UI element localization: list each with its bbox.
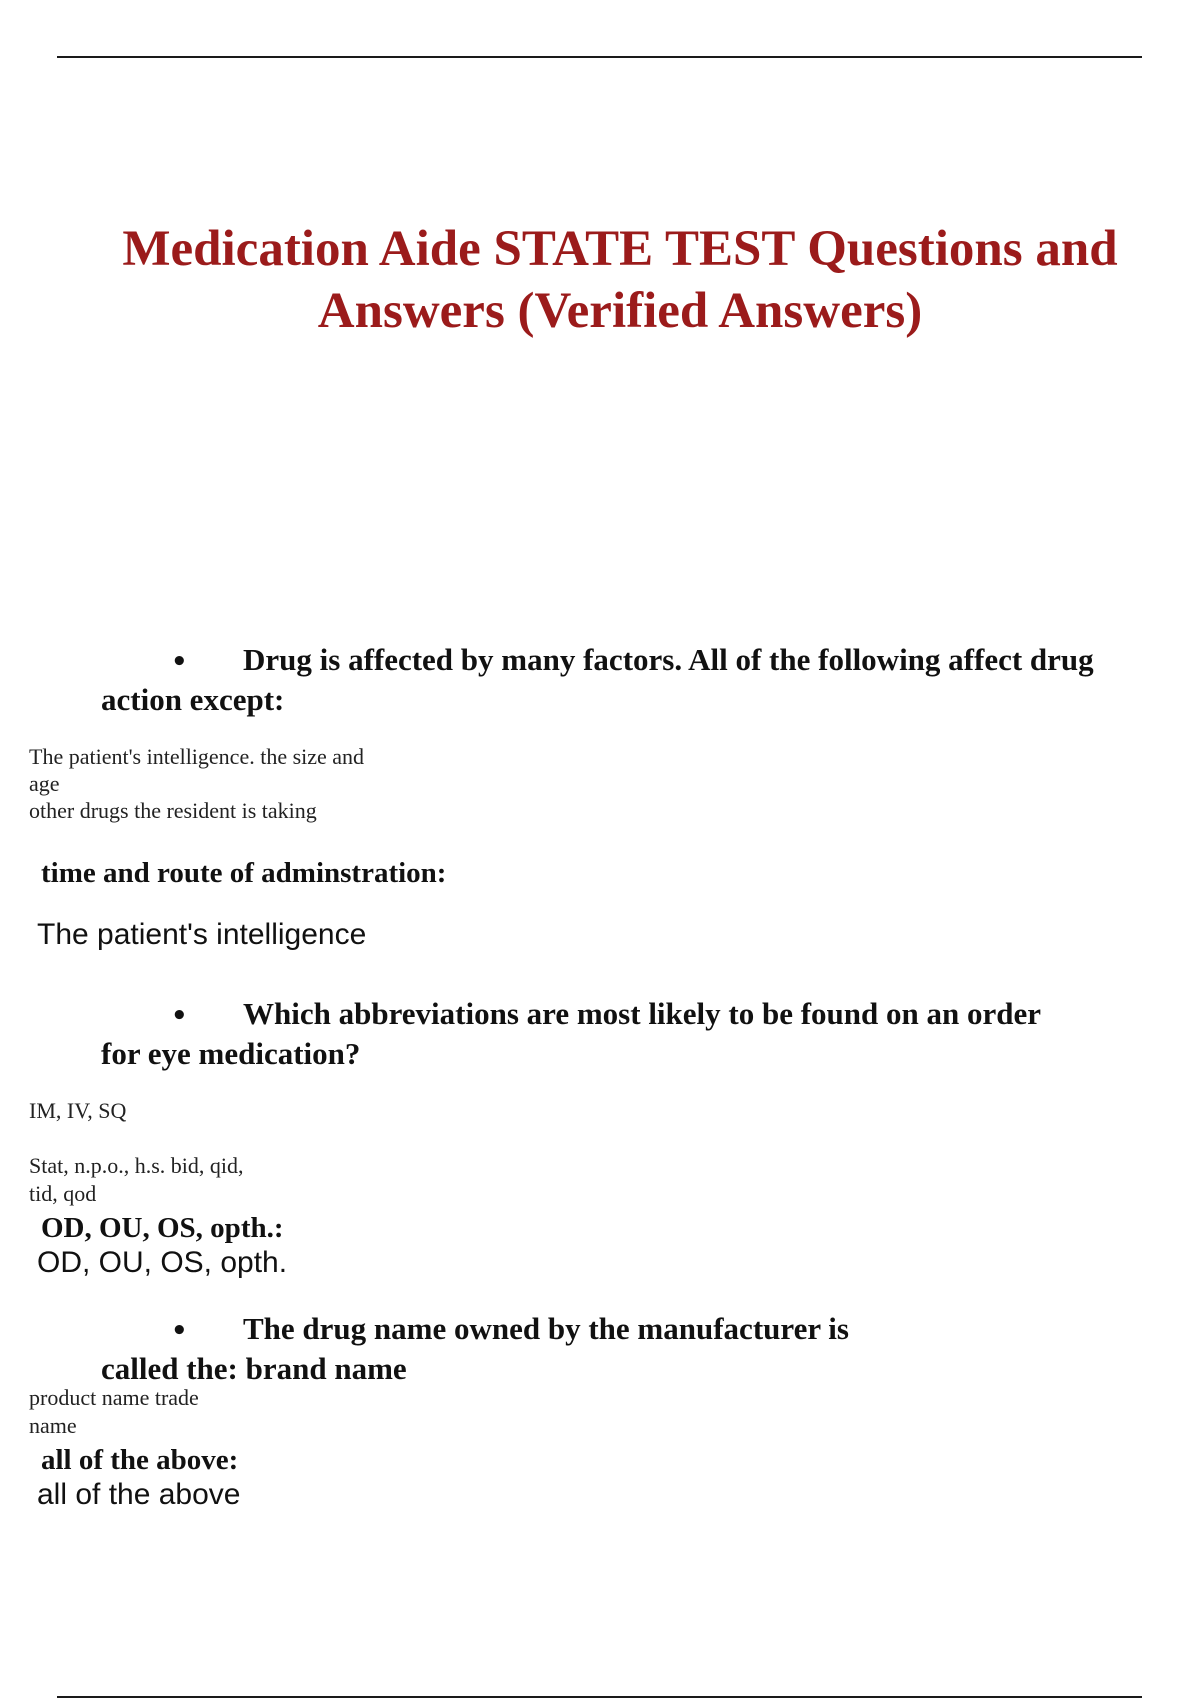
question-2-rest: for eye medication? <box>101 1036 361 1071</box>
question-2 <box>101 995 1171 1072</box>
question-3-answer: all of the above <box>37 1478 241 1511</box>
option-2c: tid, qod <box>29 1181 97 1206</box>
option-1b: age <box>29 771 60 796</box>
question-2-answer: OD, OU, OS, opth. <box>37 1246 288 1279</box>
option-2a: IM, IV, SQ <box>29 1098 127 1123</box>
option-2b: Stat, n.p.o., h.s. bid, qid, <box>29 1153 244 1178</box>
question-1-prompt: time and route of adminstration: <box>41 857 447 889</box>
question-2-prompt: OD, OU, OS, opth.: <box>41 1212 284 1244</box>
question-3 <box>101 1310 1171 1387</box>
question-1-rest: action except: <box>101 682 285 717</box>
document-title: Medication Aide STATE TEST Questions and Answers (Verified Answers) <box>122 221 1118 339</box>
option-1a: The patient's intelligence. the size and <box>29 744 365 769</box>
bullet-icon: • <box>171 1316 188 1346</box>
question-1-lead: Drug is affected by many factors. All of the following affect drug <box>243 642 1094 677</box>
question-3-rest: called the: brand name <box>101 1351 407 1386</box>
option-3a: product name trade <box>29 1385 199 1410</box>
option-3b: name <box>29 1413 77 1438</box>
bullet-icon: • <box>171 647 188 677</box>
question-3-lead: The drug name owned by the manufacturer is <box>243 1311 849 1346</box>
option-1c: other drugs the resident is taking <box>29 798 317 823</box>
question-1-answer: The patient's intelligence <box>37 918 367 951</box>
top-rule <box>57 56 1142 58</box>
question-2-lead: Which abbreviations are most likely to be found on an order <box>243 996 1042 1031</box>
bullet-icon: • <box>171 1001 188 1031</box>
question-3-prompt: all of the above: <box>41 1444 239 1476</box>
bottom-rule <box>57 1696 1142 1698</box>
question-1 <box>101 641 1171 718</box>
